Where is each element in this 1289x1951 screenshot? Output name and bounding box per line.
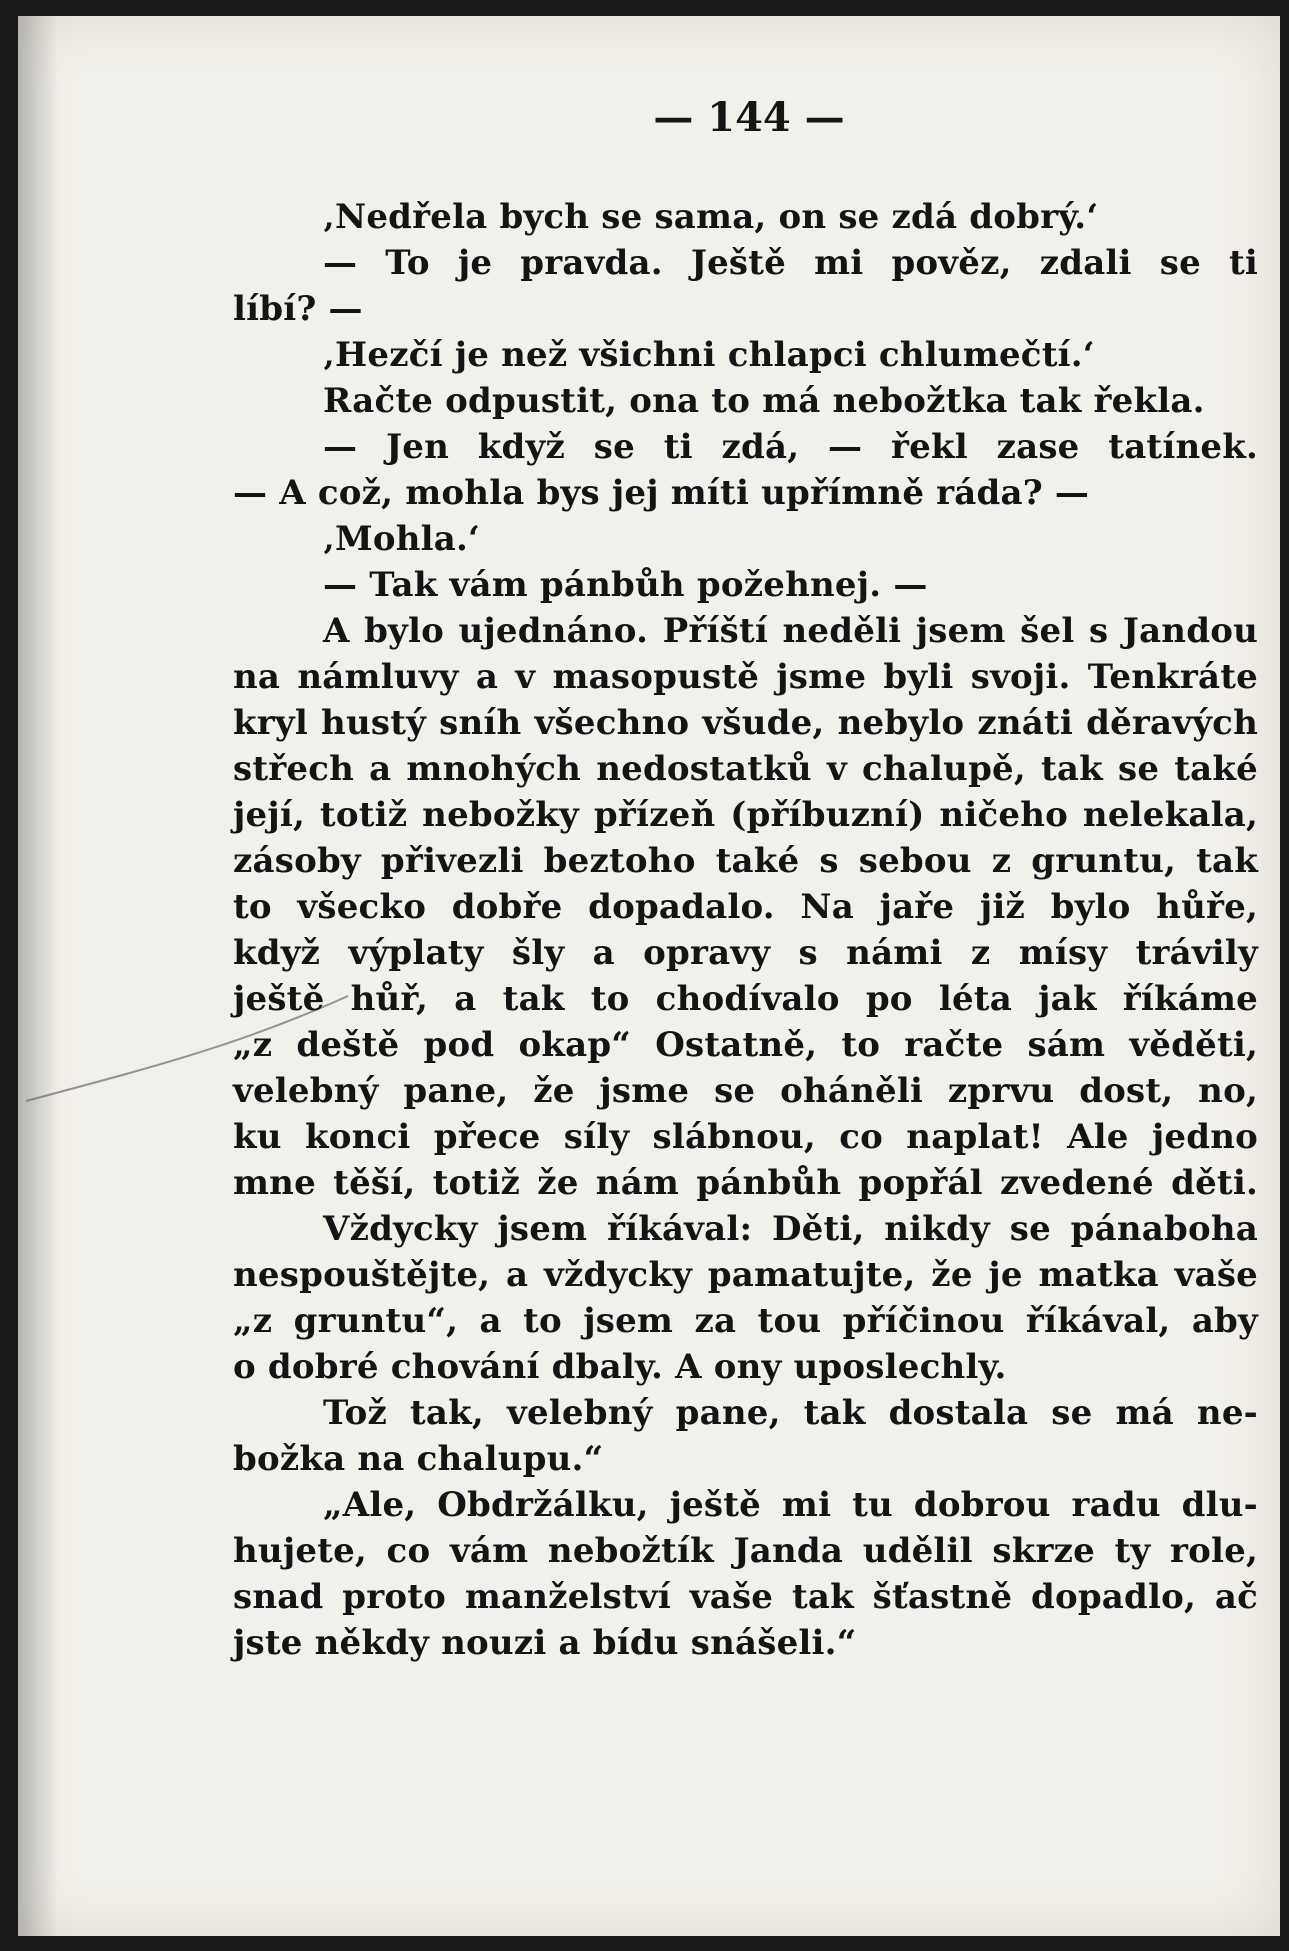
text-line: ‚Hezčí je než všichni chlapci chlumečtí.‘ — [323, 335, 1095, 375]
text-line: A bylo ujednáno. Příští neděli jsem šel s Jandou — [323, 611, 1258, 651]
text-line: její, totiž nebožky přízeň (příbuzní) ničeho nelekala, — [233, 795, 1258, 835]
text-line: nespouštějte, a vždycky pamatujte, že je matka vaše — [233, 1255, 1258, 1295]
text-line: „z gruntu“, a to jsem za tou příčinou říkával, aby — [233, 1301, 1258, 1341]
spine-shadow — [18, 16, 58, 1936]
text-line: na námluvy a v masopustě jsme byli svoji. Tenkráte — [233, 657, 1258, 697]
text-line: snad proto manželství vaše tak šťastně dopadlo, ač — [233, 1577, 1258, 1617]
text-line: — To je pravda. Ještě mi pověz, zdali se ti — [323, 243, 1258, 283]
text-line: kryl hustý sníh všechno všude, nebylo znáti děravých — [233, 703, 1258, 743]
text-line: „Ale, Obdržálku, ještě mi tu dobrou radu dlu- — [323, 1485, 1258, 1525]
text-line: Račte odpustit, ona to má nebožtka tak řekla. — [323, 381, 1205, 421]
text-line: střech a mnohých nedostatků v chalupě, tak se také — [233, 749, 1258, 789]
text-line: ‚Nedřela bych se sama, on se zdá dobrý.‘ — [323, 197, 1099, 237]
text-line: o dobré chování dbaly. A ony uposlechly. — [233, 1347, 1007, 1387]
text-line: božka na chalupu.“ — [233, 1439, 604, 1479]
text-line: jste někdy nouzi a bídu snášeli.“ — [233, 1623, 857, 1663]
text-line: zásoby přivezli beztoho také s sebou z gruntu, tak — [233, 841, 1258, 881]
text-line: ‚Mohla.‘ — [323, 519, 481, 559]
book-page — [18, 16, 1280, 1936]
text-line: — Tak vám pánbůh požehnej. — — [323, 565, 928, 605]
text-line: mne těší, totiž že nám pánbůh popřál zvedené děti. — [233, 1163, 1258, 1203]
text-line: ještě hůř, a tak to chodívalo po léta jak říkáme — [233, 979, 1258, 1019]
body-text — [233, 194, 1258, 1666]
text-line: — Jen když se ti zdá, — řekl zase tatínek. — [323, 427, 1258, 467]
text-line: — A což, mohla bys jej míti upřímně ráda? — — [233, 473, 1090, 513]
text-line: to všecko dobře dopadalo. Na jaře již bylo hůře, — [233, 887, 1258, 927]
text-line: když výplaty šly a opravy s námi z mísy trávily — [233, 933, 1258, 973]
text-line: Vždycky jsem říkával: Děti, nikdy se pánaboha — [323, 1209, 1258, 1249]
text-line: hujete, co vám nebožtík Janda udělil skrze ty role, — [233, 1531, 1258, 1571]
text-line: „z deště pod okap“ Ostatně, to račte sám věděti, — [233, 1025, 1258, 1065]
text-line: Tož tak, velebný pane, tak dostala se má ne- — [323, 1393, 1258, 1433]
text-line: ku konci přece síly slábnou, co naplat! Ale jedno — [233, 1117, 1258, 1157]
page-number: — 144 — — [653, 94, 845, 141]
text-line: velebný pane, že jsme se oháněli zprvu dost, no, — [233, 1071, 1258, 1111]
text-line: líbí? — — [233, 289, 363, 329]
